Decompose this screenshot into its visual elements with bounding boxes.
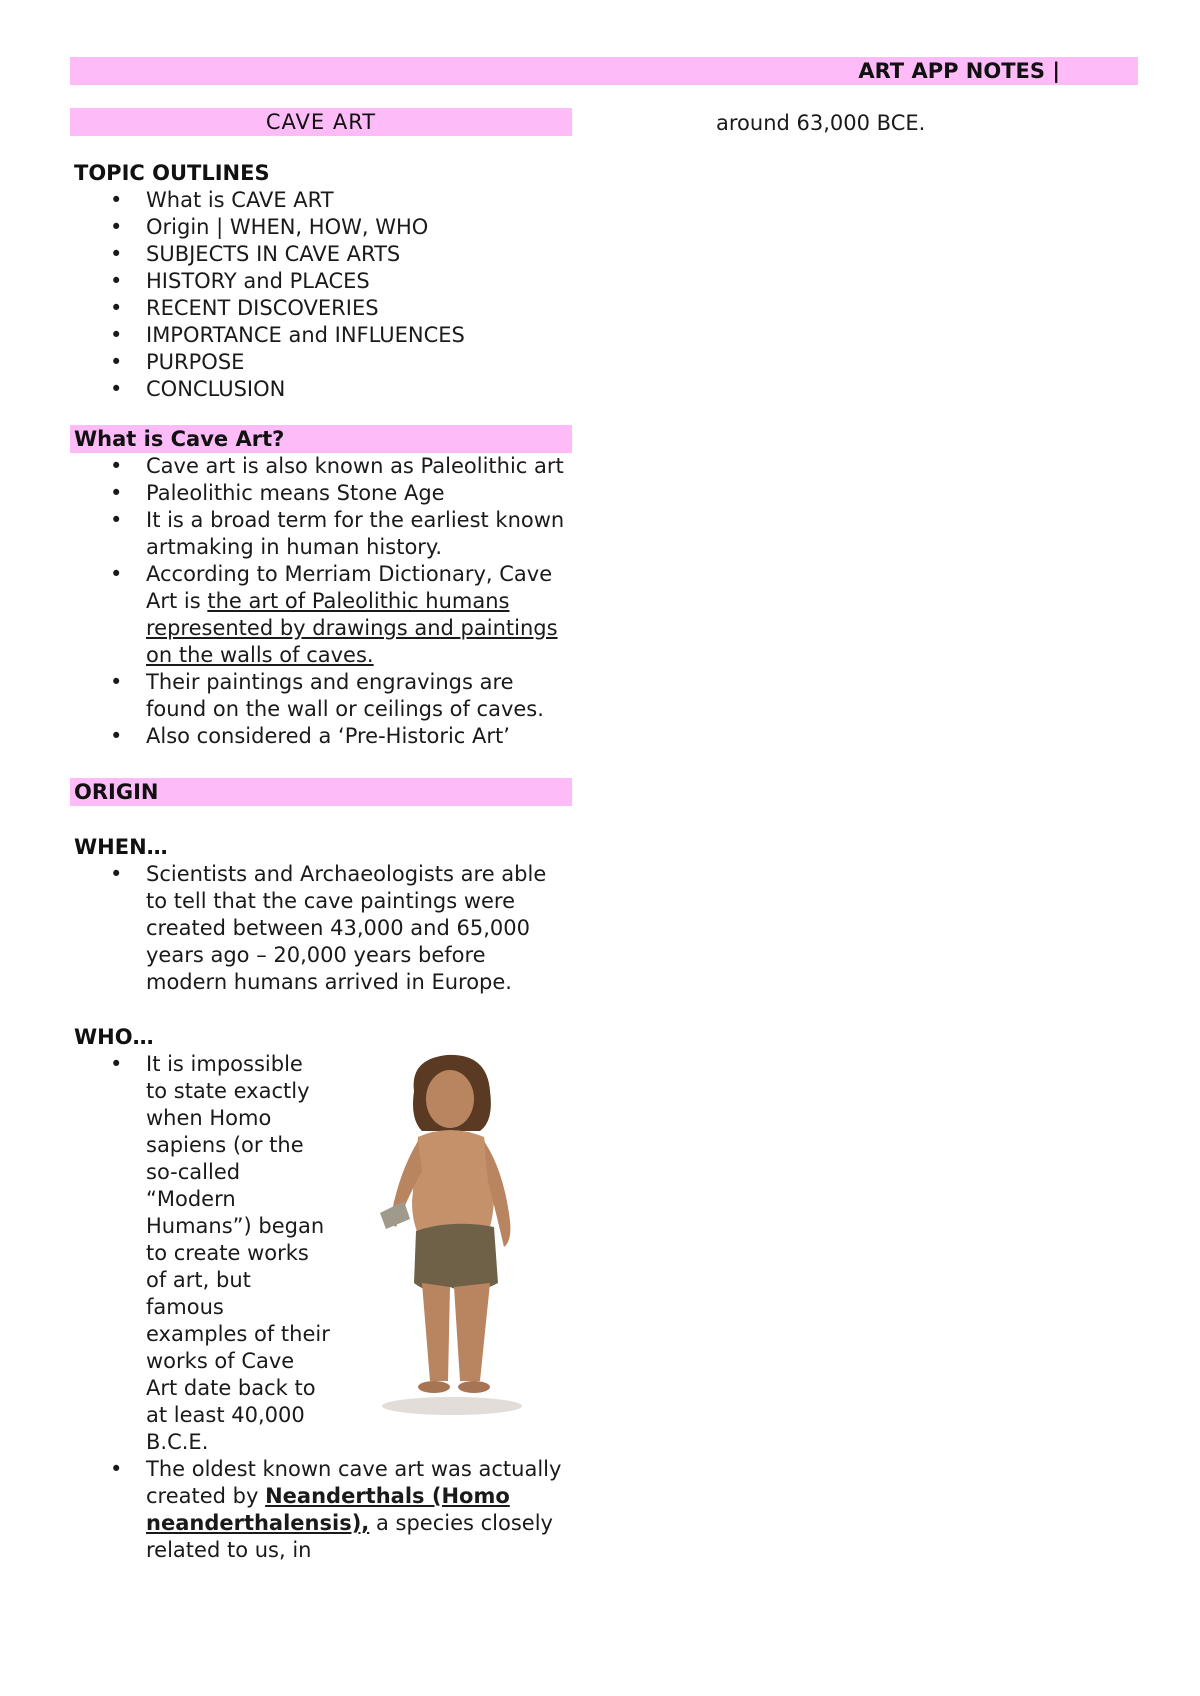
who-item2-prefix: The oldest known cave art was actually created by <box>146 1457 562 1508</box>
definition-underlined: the art of Paleolithic humans represented by drawings and paintings on the walls of caves. <box>146 589 558 667</box>
list-item: • It is a broad term for the earliest known artmaking in human history. <box>70 507 572 561</box>
list-item: • PURPOSE <box>70 349 572 376</box>
list-item: • CONCLUSION <box>70 376 572 403</box>
list-item: • Cave art is also known as Paleolithic art <box>70 453 572 480</box>
list-item: • It is impossible to state exactly when Homo sapiens (or the so-called “Modern Humans”) began to create works of art, but famous examples of their works of Cave Art date back to at least 40,000 B.C.E. <box>70 1051 330 1456</box>
list-item: • Also considered a ‘Pre-Historic Art’ <box>70 723 572 750</box>
list-item <box>70 1456 572 1564</box>
what-is-list <box>70 453 572 750</box>
header-bar <box>70 57 1138 85</box>
continuation-text: around 63,000 BCE. <box>716 111 926 135</box>
when-heading: WHEN… <box>74 835 168 859</box>
list-item: • HISTORY and PLACES <box>70 268 572 295</box>
list-item <box>70 561 572 669</box>
list-item: • Paleolithic means Stone Age <box>70 480 572 507</box>
list-item: • What is CAVE ART <box>70 187 572 214</box>
title-label: CAVE ART <box>265 110 377 134</box>
what-is-heading: What is Cave Art? <box>70 425 572 453</box>
who-section <box>70 1051 572 1564</box>
neanderthal-illustration <box>352 1051 552 1421</box>
who-item2-suffix: a species closely related to us, in <box>146 1511 553 1562</box>
who-heading: WHO… <box>74 1025 154 1049</box>
right-column <box>716 110 1136 137</box>
when-list <box>70 861 572 996</box>
outline-heading: TOPIC OUTLINES <box>74 161 270 185</box>
title-bar <box>70 108 572 136</box>
origin-heading: ORIGIN <box>70 778 572 806</box>
definition-prefix: According to Merriam Dictionary, Cave Art is <box>146 562 553 613</box>
neanderthals-term: Neanderthals (Homo neanderthalensis), <box>146 1484 510 1535</box>
list-item: • Scientists and Archaeologists are able to tell that the cave paintings were created between 43,000 and 65,000 years ago – 20,000 years before modern humans arrived in Europe. <box>70 861 572 996</box>
header-title: ART APP NOTES | <box>858 59 1060 83</box>
left-column <box>70 108 572 1564</box>
outline-list <box>70 187 572 403</box>
list-item: • Origin | WHEN, HOW, WHO <box>70 214 572 241</box>
list-item: • Their paintings and engravings are found on the wall or ceilings of caves. <box>70 669 572 723</box>
list-item: • IMPORTANCE and INFLUENCES <box>70 322 572 349</box>
list-item: • SUBJECTS IN CAVE ARTS <box>70 241 572 268</box>
list-item: • RECENT DISCOVERIES <box>70 295 572 322</box>
